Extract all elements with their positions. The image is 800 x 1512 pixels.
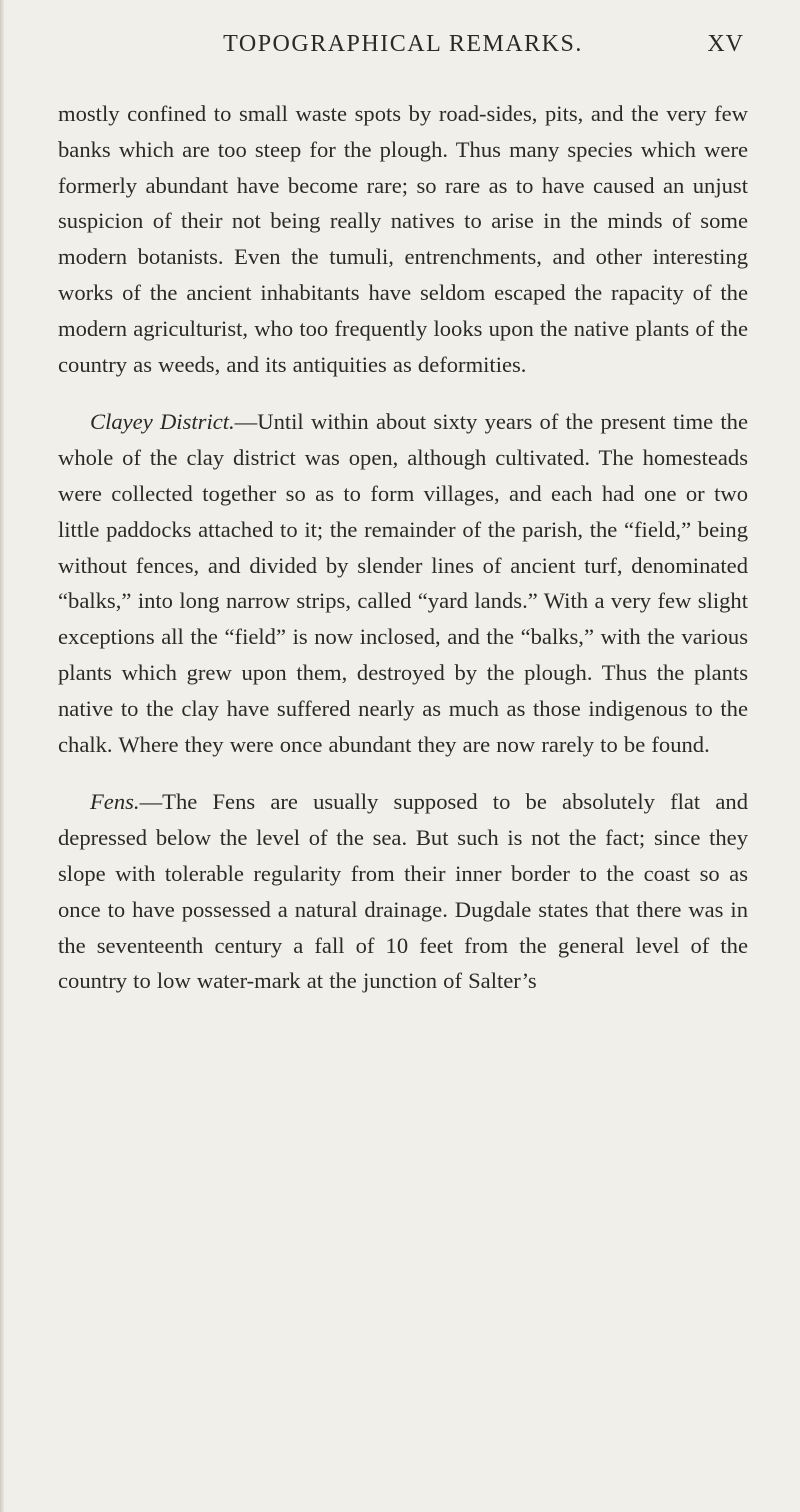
body-text [58, 96, 748, 999]
paragraph-text: mostly confined to small waste spots by road-sides, pits, and the very few banks which are too steep for the plough. Thus many species which were formerly abundant have become rare; so rare as to have caused an unjust suspicion of their not being really natives to arise in the minds of some modern botanists. Even the tumuli, entrenchments, and other interesting works of the ancient inhabitants have seldom escaped the rapacity of the modern agriculturist, who too frequently looks upon the native plants of the country as weeds, and its antiquities as deformities. [58, 101, 748, 377]
page-edge [0, 0, 4, 1512]
book-page [58, 0, 748, 994]
section-heading-fens: Fens. [90, 789, 140, 815]
running-title: TOPOGRAPHICAL REMARKS. [223, 31, 583, 57]
paragraph-text: —Until within about sixty years of the present time the whole of the clay district was open, although cultivated. The homesteads were collected together so as to form villages, and each had one or two little paddocks attached to it; the remainder of the parish, the “field,” being without fences, and divided by slender lines of ancient turf, denominated “balks,” into long narrow strips, called “yard lands.” With a very few slight exceptions all the “field” is now inclosed, and the “balks,” with the various plants which grew upon them, destroyed by the plough. Thus the plants native to the clay have suffered nearly as much as those indigenous to the chalk. Where they were once abundant they are now rarely to be found. [58, 409, 748, 757]
page-header [58, 0, 748, 60]
page-number: XV [707, 31, 744, 57]
section-heading-clayey-district: Clayey District. [90, 409, 235, 435]
paragraph-text: —The Fens are usually supposed to be absolutely flat and depressed below the level of the sea. But such is not the fact; since they slope with tolerable regularity from their inner border to the coast so as once to have possessed a natural drainage. Dugdale states that there was in the seventeenth century a fall of 10 feet from the general level of the country to low water-mark at the junction of Salter’s [58, 789, 748, 994]
paragraph-fens [58, 784, 748, 999]
paragraph-clayey-district [58, 404, 748, 762]
paragraph-continuation [58, 96, 748, 382]
